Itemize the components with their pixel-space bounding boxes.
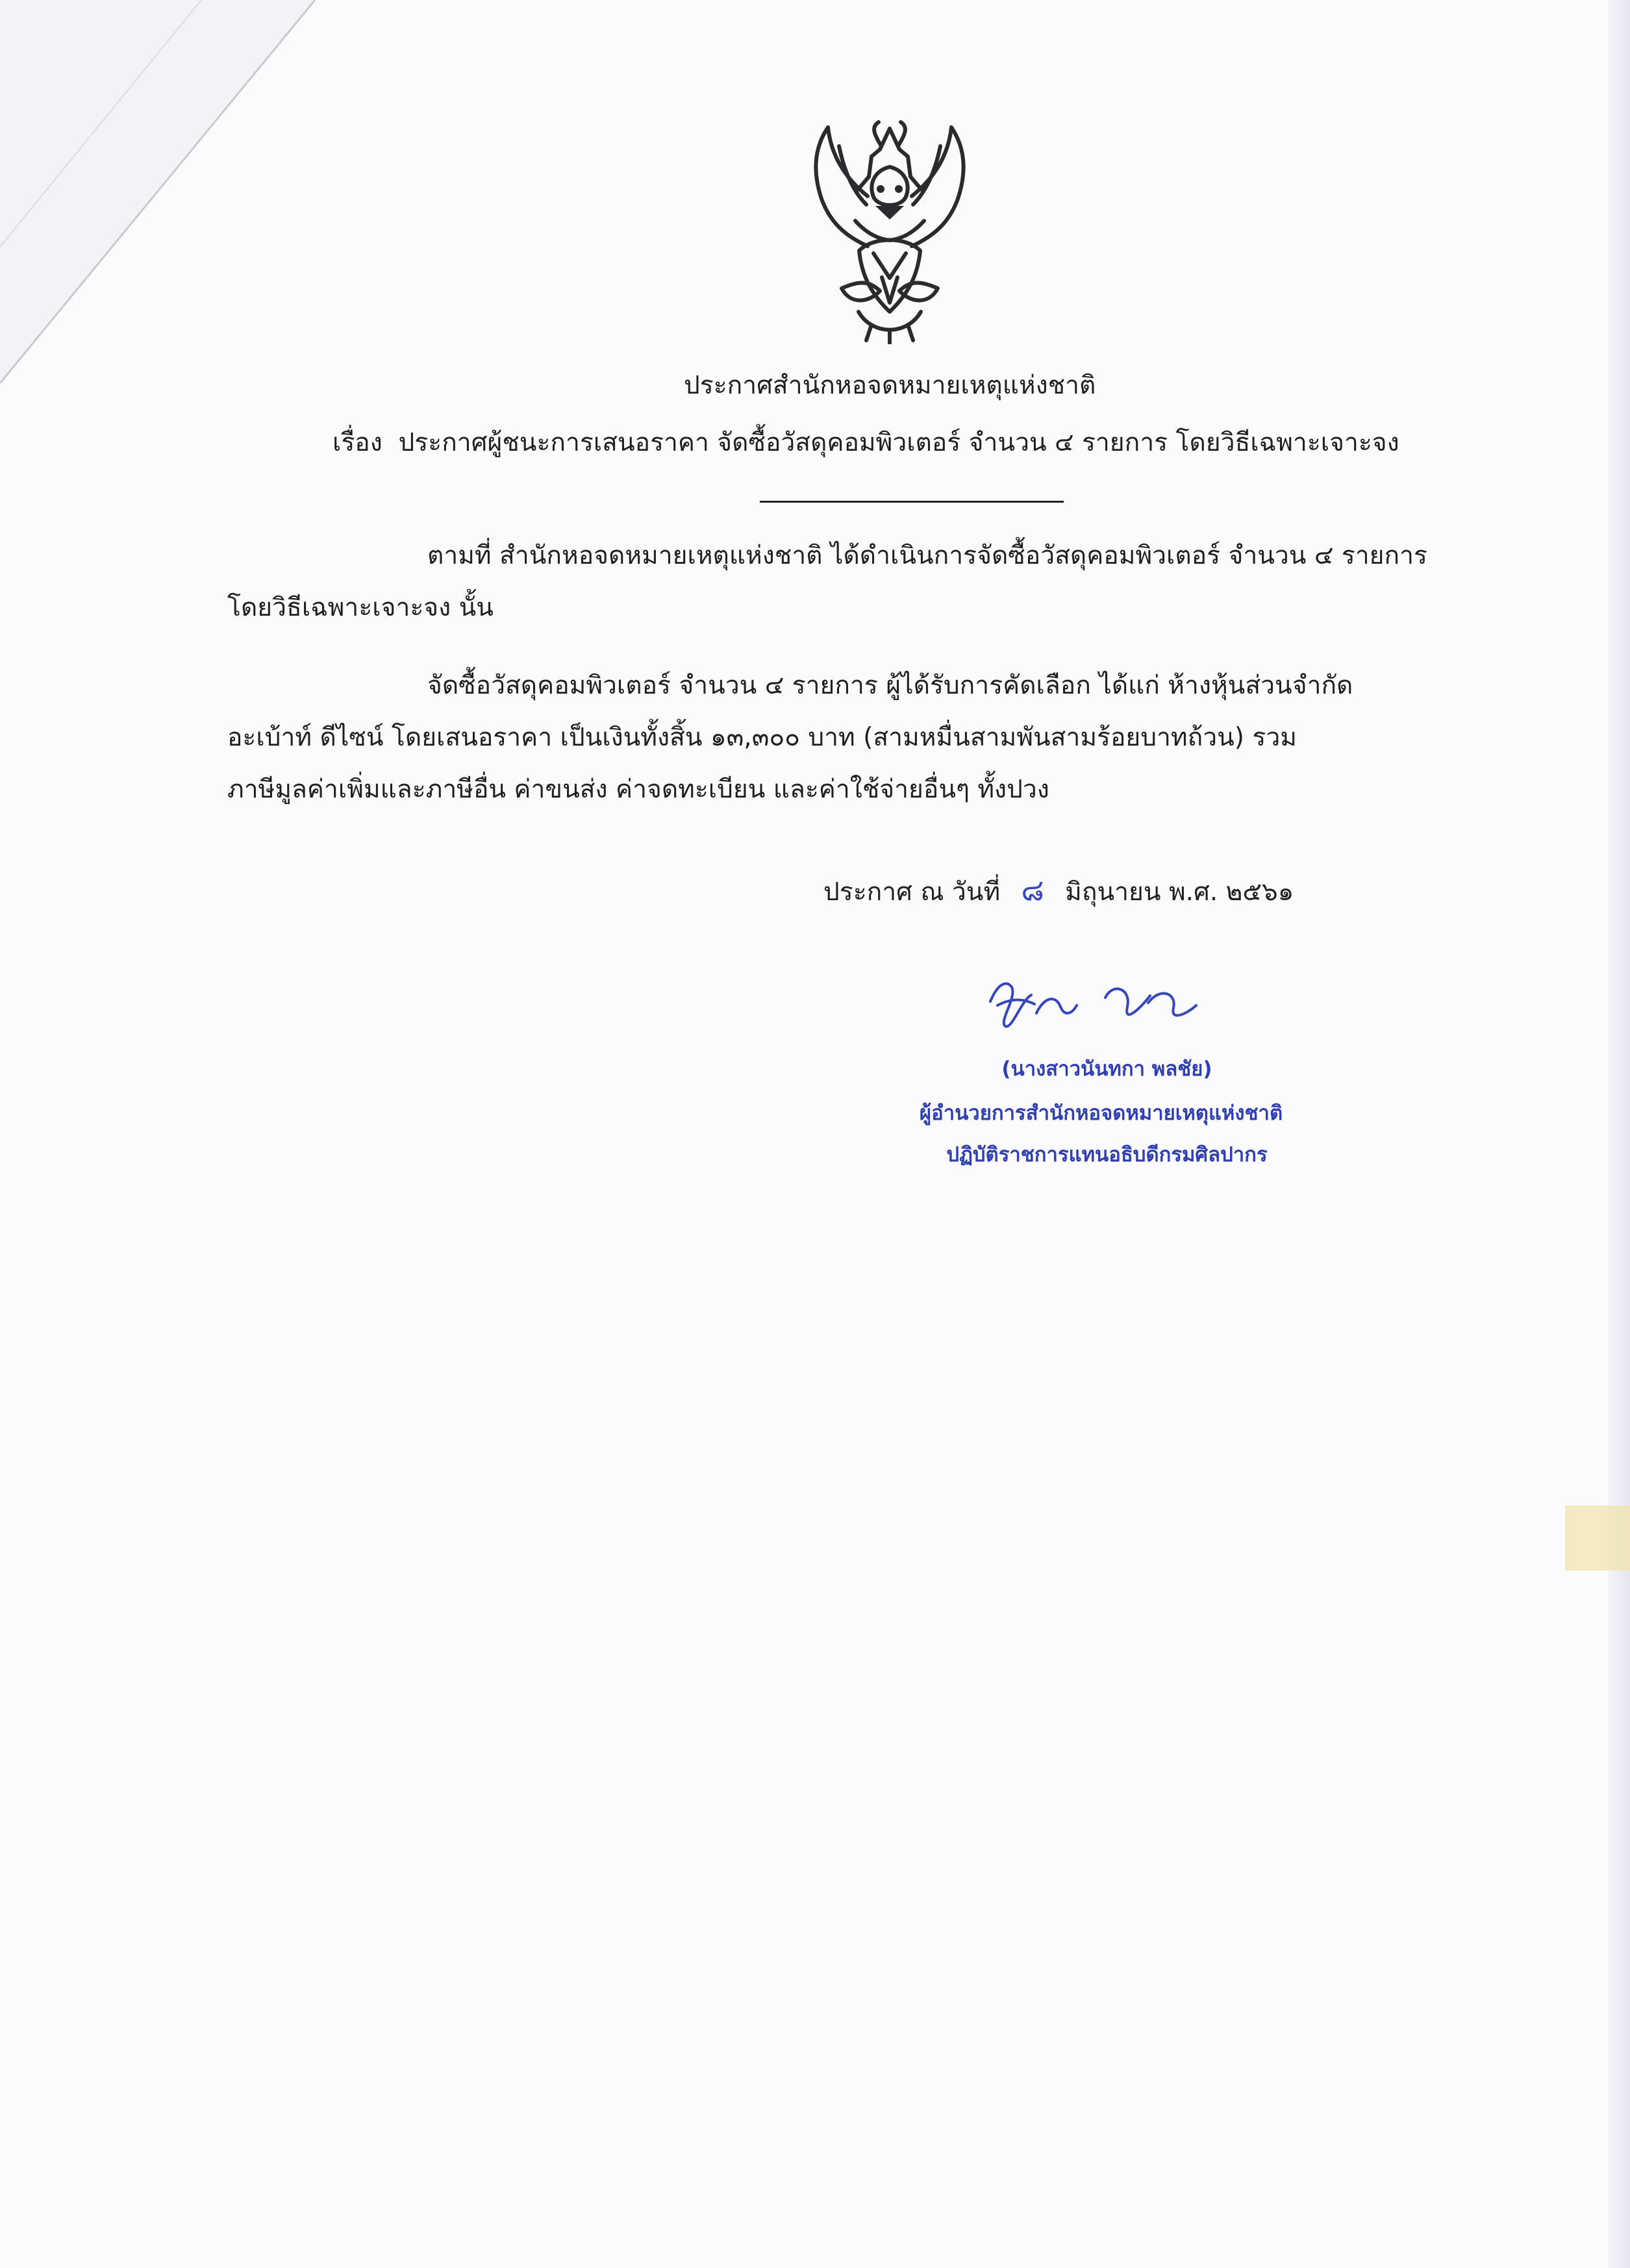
month-year: มิถุนายน พ.ศ. ๒๕๖๑ [1065, 877, 1294, 907]
paragraph-1-line-2: โดยวิธีเฉพาะเจาะจง นั้น [227, 593, 494, 622]
signer-name: (นางสาวนันทกา พลชัย) [1001, 1057, 1212, 1081]
signer-position: ผู้อำนวยการสำนักหอจดหมายเหตุแห่งชาติ [919, 1102, 1283, 1125]
paragraph-2-line-1: จัดซื้อวัสดุคอมพิวเตอร์ จำนวน ๔ รายการ ผู้ได้รับการคัดเลือก ได้แก่ ห้างหุ้นส่วนจำกัด [427, 671, 1353, 700]
paragraph-2-line-3: ภาษีมูลค่าเพิ่มและภาษีอื่น ค่าขนส่ง ค่าจดทะเบียน และค่าใช้จ่ายอื่นๆ ทั้งปวง [227, 775, 1049, 804]
date-prefix: ประกาศ ณ วันที่ [823, 877, 1001, 907]
subject-label: เรื่อง [332, 428, 382, 457]
paragraph-2-line-2: อะเบ้าท์ ดีไซน์ โดยเสนอราคา เป็นเงินทั้งสิ้น ๑๓,๓๐๐ บาท (สามหมื่นสามพันสามร้อยบาทถ้วน) รวม [227, 723, 1297, 752]
folded-corner [0, 0, 364, 390]
garuda-emblem-icon [786, 117, 994, 344]
paragraph-1-line-1: ตามที่ สำนักหอจดหมายเหตุแห่งชาติ ได้ดำเนินการจัดซื้อวัสดุคอมพิวเตอร์ จำนวน ๔ รายการ [427, 541, 1427, 570]
title-divider [760, 501, 1064, 503]
paper-tab-marker [1565, 1506, 1630, 1570]
announcement-subject [332, 428, 1399, 459]
handwritten-signature [974, 968, 1221, 1039]
scan-edge [1608, 0, 1630, 2268]
announcement-date [823, 872, 1294, 908]
announcement-title: ประกาศสำนักหอจดหมายเหตุแห่งชาติ [684, 371, 1096, 400]
handwritten-day: ๘ [1021, 872, 1044, 907]
signer-acting-for: ปฏิบัติราชการแทนอธิบดีกรมศิลปากร [946, 1143, 1268, 1166]
subject-text: ประกาศผู้ชนะการเสนอราคา จัดซื้อวัสดุคอมพิวเตอร์ จำนวน ๔ รายการ โดยวิธีเฉพาะเจาะจง [398, 428, 1399, 457]
